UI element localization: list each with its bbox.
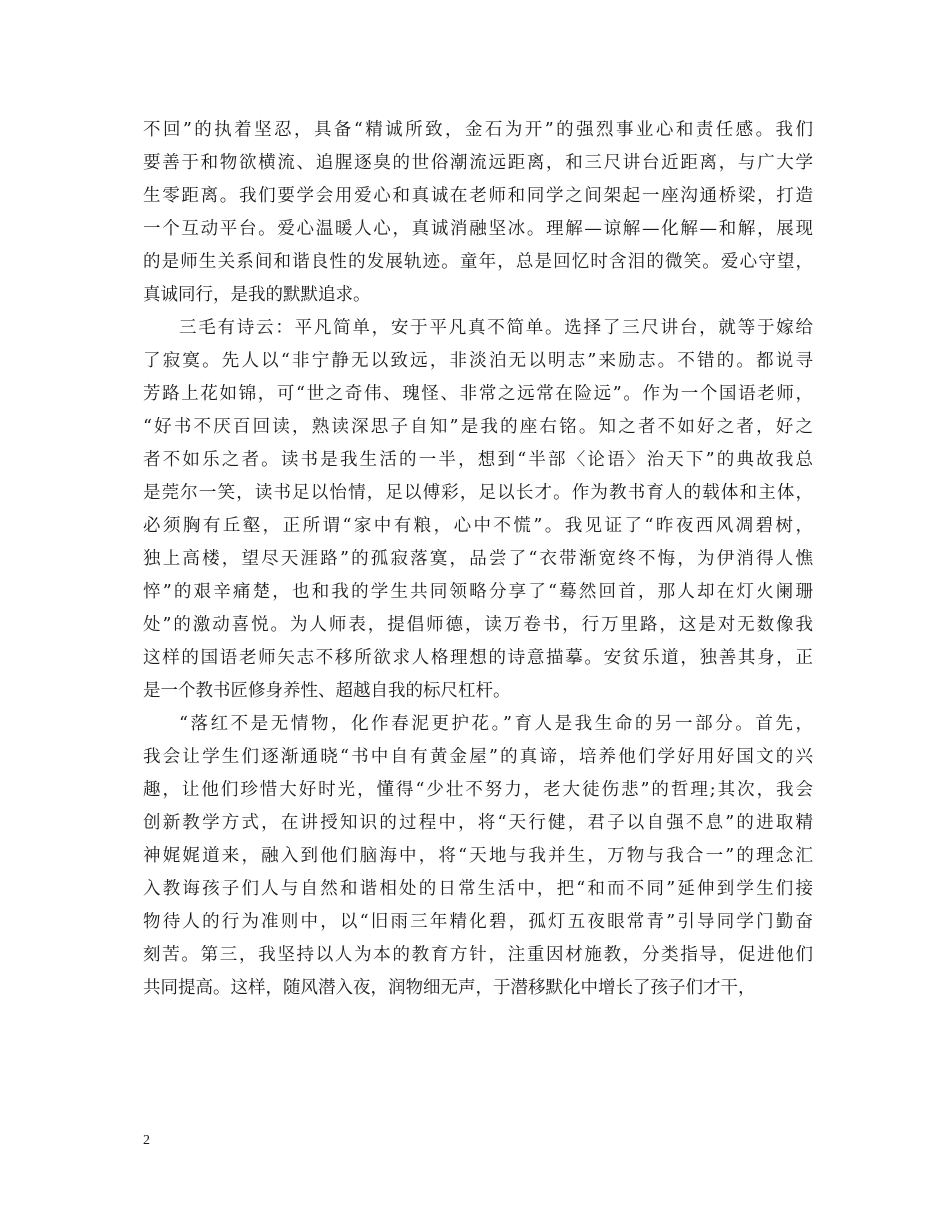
document-body	[143, 114, 813, 1005]
paragraph	[143, 708, 813, 1005]
text-line: 悴”的艰辛痛楚，也和我的学生共同领略分享了“蓦然回首，那人却在灯火阑珊	[143, 582, 813, 602]
text-line: 趣，让他们珍惜大好时光，懂得“少壮不努力，老大徒伤悲”的哲理;其次，我会	[143, 780, 813, 800]
text-line: 神娓娓道来，融入到他们脑海中，将“天地与我并生，万物与我合一”的理念汇	[143, 846, 813, 866]
text-line: 必须胸有丘壑，正所谓“家中有粮，心中不慌”。我见证了“昨夜西风凋碧树，	[143, 516, 813, 536]
paragraph	[143, 114, 813, 312]
text-line: 是一个教书匠修身养性、超越自我的标尺杠杆。	[143, 681, 511, 701]
text-line: 刻苦。第三，我坚持以人为本的教育方针，注重因材施教，分类指导，促进他们	[143, 945, 813, 965]
text-line: 物待人的行为准则中，以“旧雨三年精化碧，孤灯五夜眼常青”引导同学门勤奋	[143, 912, 813, 932]
text-line: 处”的激动喜悦。为人师表，提倡师德，读万卷书，行万里路，这是对无数像我	[143, 615, 813, 635]
page-number: 2	[143, 1133, 150, 1148]
text-line: 创新教学方式，在讲授知识的过程中，将“天行健，君子以自强不息”的进取精	[143, 813, 813, 833]
text-line: 了寂寞。先人以“非宁静无以致远，非淡泊无以明志”来励志。不错的。都说寻	[143, 351, 813, 371]
paragraph	[143, 312, 813, 708]
text-line: 这样的国语老师矢志不移所欲求人格理想的诗意描摹。安贫乐道，独善其身，正	[143, 648, 813, 668]
text-line: 真诚同行，是我的默默追求。	[143, 285, 371, 305]
text-line: 共同提高。这样，随风潜入夜，润物细无声，于潜移默化中增长了孩子们才干，	[143, 978, 756, 998]
text-line: 三毛有诗云：平凡简单，安于平凡真不简单。选择了三尺讲台，就等于嫁给	[179, 318, 813, 338]
text-line: 生零距离。我们要学会用爱心和真诚在老师和同学之间架起一座沟通桥梁，打造	[143, 186, 813, 206]
text-line: 我会让学生们逐渐通晓“书中自有黄金屋”的真谛，培养他们学好用好国文的兴	[143, 747, 813, 767]
text-line: 要善于和物欲横流、追腥逐臭的世俗潮流远距离，和三尺讲台近距离，与广大学	[143, 153, 813, 173]
text-line: 独上高楼，望尽天涯路”的孤寂落寞，品尝了“衣带渐宽终不悔，为伊消得人憔	[143, 549, 813, 569]
text-line: “好书不厌百回读，熟读深思子自知”是我的座右铭。知之者不如好之者，好之	[143, 417, 813, 437]
text-line: “落红不是无情物，化作春泥更护花。”育人是我生命的另一部分。首先，	[179, 714, 813, 734]
text-line: 是莞尔一笑，读书足以怡情，足以傅彩，足以长才。作为教书育人的载体和主体，	[143, 483, 813, 503]
text-line: 者不如乐之者。读书是我生活的一半，想到“半部〈论语〉治天下”的典故我总	[143, 450, 813, 470]
text-line: 的是师生关系间和谐良性的发展轨迹。童年，总是回忆时含泪的微笑。爱心守望，	[143, 252, 813, 272]
text-line: 不回”的执着坚忍，具备“精诚所致，金石为开”的强烈事业心和责任感。我们	[143, 120, 813, 140]
text-line: 芳路上花如锦，可“世之奇伟、瑰怪、非常之远常在险远”。作为一个国语老师，	[143, 384, 813, 404]
text-line: 入教诲孩子们人与自然和谐相处的日常生活中，把“和而不同”延伸到学生们接	[143, 879, 813, 899]
text-line: 一个互动平台。爱心温暖人心，真诚消融坚冰。理解—谅解—化解—和解，展现	[143, 219, 813, 239]
